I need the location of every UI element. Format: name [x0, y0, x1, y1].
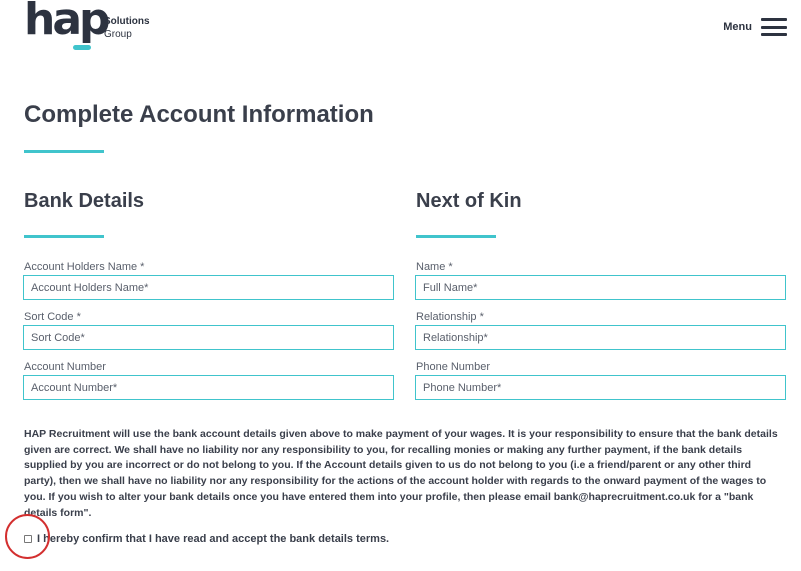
page-title-underline — [24, 150, 104, 153]
hamburger-icon[interactable] — [761, 18, 787, 36]
menu-label: Menu — [723, 21, 752, 33]
account-holders-name-input[interactable] — [23, 275, 394, 300]
next-of-kin-underline — [416, 235, 496, 238]
confirm-terms-label[interactable]: I hereby confirm that I have read and accept the bank details terms. — [37, 533, 390, 545]
kin-name-label: Name * — [416, 261, 453, 273]
next-of-kin-title: Next of Kin — [416, 190, 522, 212]
logo-line-group: Group — [104, 29, 132, 40]
hap-logo[interactable] — [24, 0, 164, 52]
account-holders-name-label: Account Holders Name * — [24, 261, 145, 273]
menu-button[interactable] — [723, 18, 787, 36]
page-title: Complete Account Information — [24, 101, 374, 128]
logo-line-solutions: Solutions — [104, 16, 150, 27]
logo-accent-dot — [73, 45, 91, 50]
logo-subtitle — [104, 15, 150, 41]
logo-wordmark: hap — [24, 0, 108, 45]
confirm-terms-row — [24, 533, 389, 545]
kin-full-name-input[interactable] — [415, 275, 786, 300]
header — [0, 0, 801, 60]
kin-relationship-label: Relationship * — [416, 311, 484, 323]
kin-phone-number-input[interactable] — [415, 375, 786, 400]
kin-relationship-input[interactable] — [415, 325, 786, 350]
sort-code-input[interactable] — [23, 325, 394, 350]
account-number-label: Account Number — [24, 361, 106, 373]
bank-details-title: Bank Details — [24, 190, 145, 212]
kin-phone-number-label: Phone Number — [416, 361, 490, 373]
bank-details-underline — [24, 235, 104, 238]
account-number-input[interactable] — [23, 375, 394, 400]
sort-code-label: Sort Code * — [24, 311, 81, 323]
bank-details-disclaimer: HAP Recruitment will use the bank account details given above to make payment of your wages. It is your responsibility to ensure that the bank details given are correct. We shall have no liability nor any responsibility to you, for recalling monies or making any further payment, if the bank details supplied by you are incorrect or do not belong to you. If the Account details given to us do not belong to you (i.e a friend/parent or any other third party), then we shall have no liability nor any responsibility for the actions of the account holder with regards to the onward payment of the wages to you. If you wish to alter your bank details once you have entered them into your profile, then please email bank@haprecruitment.co.uk for a "bank details form". — [24, 428, 778, 519]
confirm-terms-checkbox[interactable] — [24, 535, 32, 543]
